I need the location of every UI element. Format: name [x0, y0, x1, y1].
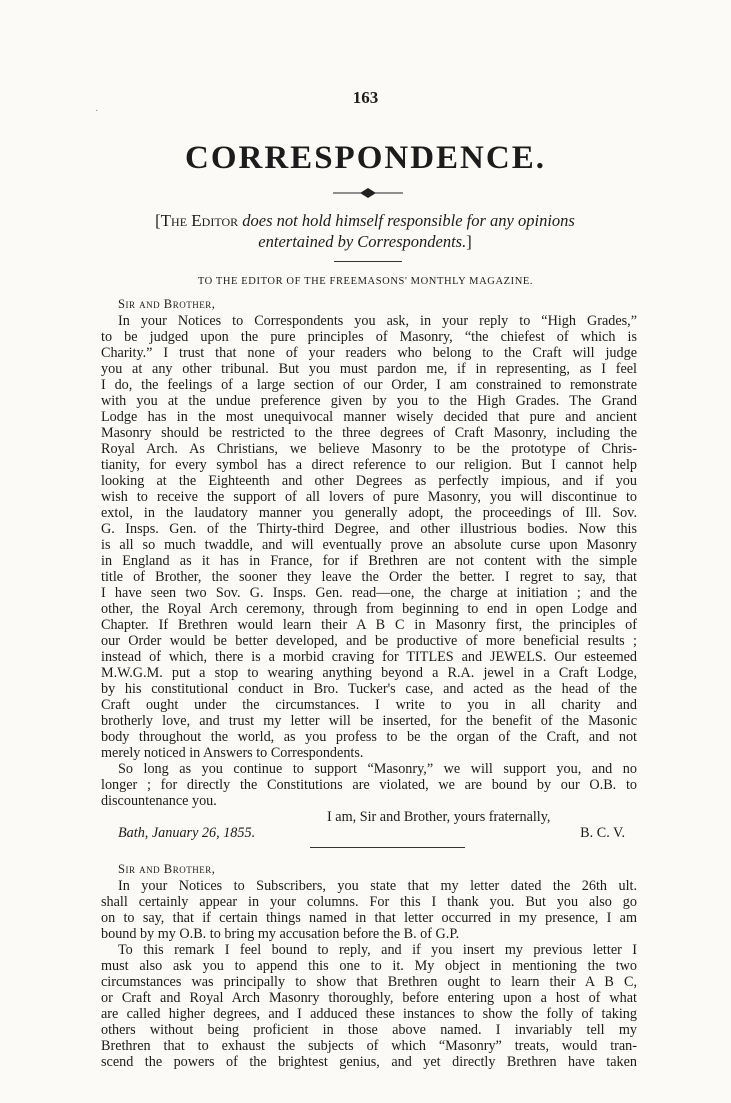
- disclaimer-line1: does not hold himself responsible for any opinions: [238, 211, 575, 230]
- text-line: body throughout the world, as you profess to be the organ of the Craft, and not: [101, 729, 637, 745]
- text-line: is all so much twaddle, and will eventually prove an absolute curse upon Masonry: [101, 537, 637, 553]
- text-line: Charity.” I trust that none of your readers who belong to the Craft will judge: [101, 345, 637, 361]
- text-line: Lodge has in the most unequivocal manner wisely decided that pure and ancient: [101, 409, 637, 425]
- bracket-open: [: [155, 211, 161, 230]
- text-line: So long as you continue to support “Masonry,” we will support you, and no: [118, 761, 637, 777]
- bracket-close: ]: [466, 232, 472, 251]
- letter1-closing: I am, Sir and Brother, yours fraternally,: [327, 809, 551, 825]
- letter2-salutation: Sir and Brother,: [118, 862, 216, 876]
- editor-disclaimer: [95, 210, 635, 252]
- letter-heading: TO THE EDITOR OF THE FREEMASONS' MONTHLY MAGAZINE.: [197, 276, 534, 287]
- text-line: title of Brother, the sooner they leave the Order the better. I regret to say, that: [101, 569, 637, 585]
- text-line: brotherly love, and trust my letter will be inserted, for the benefit of the Masonic: [101, 713, 637, 729]
- text-line: by his constitutional conduct in Bro. Tucker's case, and acted as the head of the: [101, 681, 637, 697]
- text-line: Masonry should be restricted to the three degrees of Craft Masonry, including the: [101, 425, 637, 441]
- text-line: on to say, that if certain things named in that letter occurred in my presence, I am: [101, 910, 637, 926]
- text-line: I have seen two Sov. G. Insps. Gen. read—one, the charge at initiation ; and the: [101, 585, 637, 601]
- text-line: Craft ought under the circumstances. I write to you in all charity and: [101, 697, 637, 713]
- text-line: other, the Royal Arch ceremony, through from beginning to end in open Lodge and: [101, 601, 637, 617]
- text-line: shall certainly appear in your columns. For this I thank you. But you also go: [101, 894, 637, 910]
- letter1-paragraph1: [101, 313, 637, 761]
- page-number: 163: [352, 88, 379, 107]
- text-line: others without being proficient in those above named. I invariably tell my: [101, 1022, 637, 1038]
- text-line: M.W.G.M. put a stop to wearing anything beyond a R.A. jewel in a Craft Lodge,: [101, 665, 637, 681]
- text-line: or Craft and Royal Arch Masonry thoroughly, before entering upon a host of what: [101, 990, 637, 1006]
- text-line: scend the powers of the brightest genius, and yet directly Brethren have taken: [101, 1054, 637, 1070]
- section-title: CORRESPONDENCE.: [185, 140, 546, 176]
- letter2-paragraph2: [101, 942, 637, 1070]
- text-line: In your Notices to Subscribers, you state that my letter dated the 26th ult.: [118, 878, 637, 894]
- divider-rule: [334, 261, 402, 262]
- text-line: bound by my O.B. to bring my accusation before the B. of G.P.: [101, 926, 460, 942]
- text-line: Royal Arch. As Christians, we believe Masonry to be the prototype of Chris-: [101, 441, 637, 457]
- text-line: To this remark I feel bound to reply, and if you insert my previous letter I: [118, 942, 637, 958]
- text-line: with you at the undue preference given by you to the High Grades. The Grand: [101, 393, 637, 409]
- text-line: circumstances was principally to show that Brethren ought to learn their A B C,: [101, 974, 637, 990]
- text-line: looking at the Eighteenth and other Degrees as perfectly impious, and if you: [101, 473, 637, 489]
- text-line: Brethren that to exhaust the subjects of which “Masonry” treats, would tran-: [101, 1038, 637, 1054]
- letter2-paragraph1: [101, 878, 637, 942]
- text-line: extol, in the laudatory manner you generally adopt, the proceedings of Ill. Sov.: [101, 505, 637, 521]
- letter1-paragraph2: [101, 761, 637, 809]
- letter-separator: [310, 847, 465, 848]
- letter1-signature: B. C. V.: [580, 825, 625, 841]
- ornament-divider: [333, 187, 403, 199]
- text-line: Chapter. If Brethren would learn their A B C in Masonry first, the principles of: [101, 617, 637, 633]
- text-line: I do, the feelings of a large section of our Order, I am constrained to remonstrate: [101, 377, 637, 393]
- margin-mark: ·: [95, 105, 99, 117]
- letter1-closing-block: [101, 809, 637, 825]
- text-line: our Order would be better developed, and be productive of more beneficial results ;: [101, 633, 637, 649]
- text-line: In your Notices to Correspondents you ask, in your reply to “High Grades,”: [118, 313, 637, 329]
- letter1-place-date: Bath, January 26, 1855.: [118, 825, 256, 841]
- disclaimer-line2: entertained by Correspondents.: [258, 232, 467, 251]
- text-line: merely noticed in Answers to Correspondents.: [101, 745, 364, 761]
- text-line: are called higher degrees, and I adduced these instances to show the folly of taking: [101, 1006, 637, 1022]
- text-line: tianity, for every symbol has a direct reference to our religion. But I cannot help: [101, 457, 637, 473]
- text-line: in England as it has in France, for if Brethren are not content with the simple: [101, 553, 637, 569]
- letter1-salutation: Sir and Brother,: [118, 297, 216, 311]
- text-line: to be judged upon the pure principles of Masonry, “the chiefest of which is: [101, 329, 637, 345]
- letter1-footer: [101, 825, 637, 841]
- text-line: longer ; for directly the Constitutions are violated, we are bound by our O.B. to: [101, 777, 637, 793]
- text-line: must also ask you to append this one to it. My object in mentioning the two: [101, 958, 637, 974]
- disclaimer-label: The Editor: [160, 211, 239, 230]
- text-line: discountenance you.: [101, 793, 217, 809]
- text-line: G. Insps. Gen. of the Thirty-third Degree, and other illustrious bodies. Now this: [101, 521, 637, 537]
- text-line: wish to receive the support of all lovers of pure Masonry, you will discontinue to: [101, 489, 637, 505]
- text-line: instead of which, there is a morbid craving for TITLES and JEWELS. Our esteemed: [101, 649, 637, 665]
- text-line: you at any other tribunal. But you must pardon me, if in representing, as I feel: [101, 361, 637, 377]
